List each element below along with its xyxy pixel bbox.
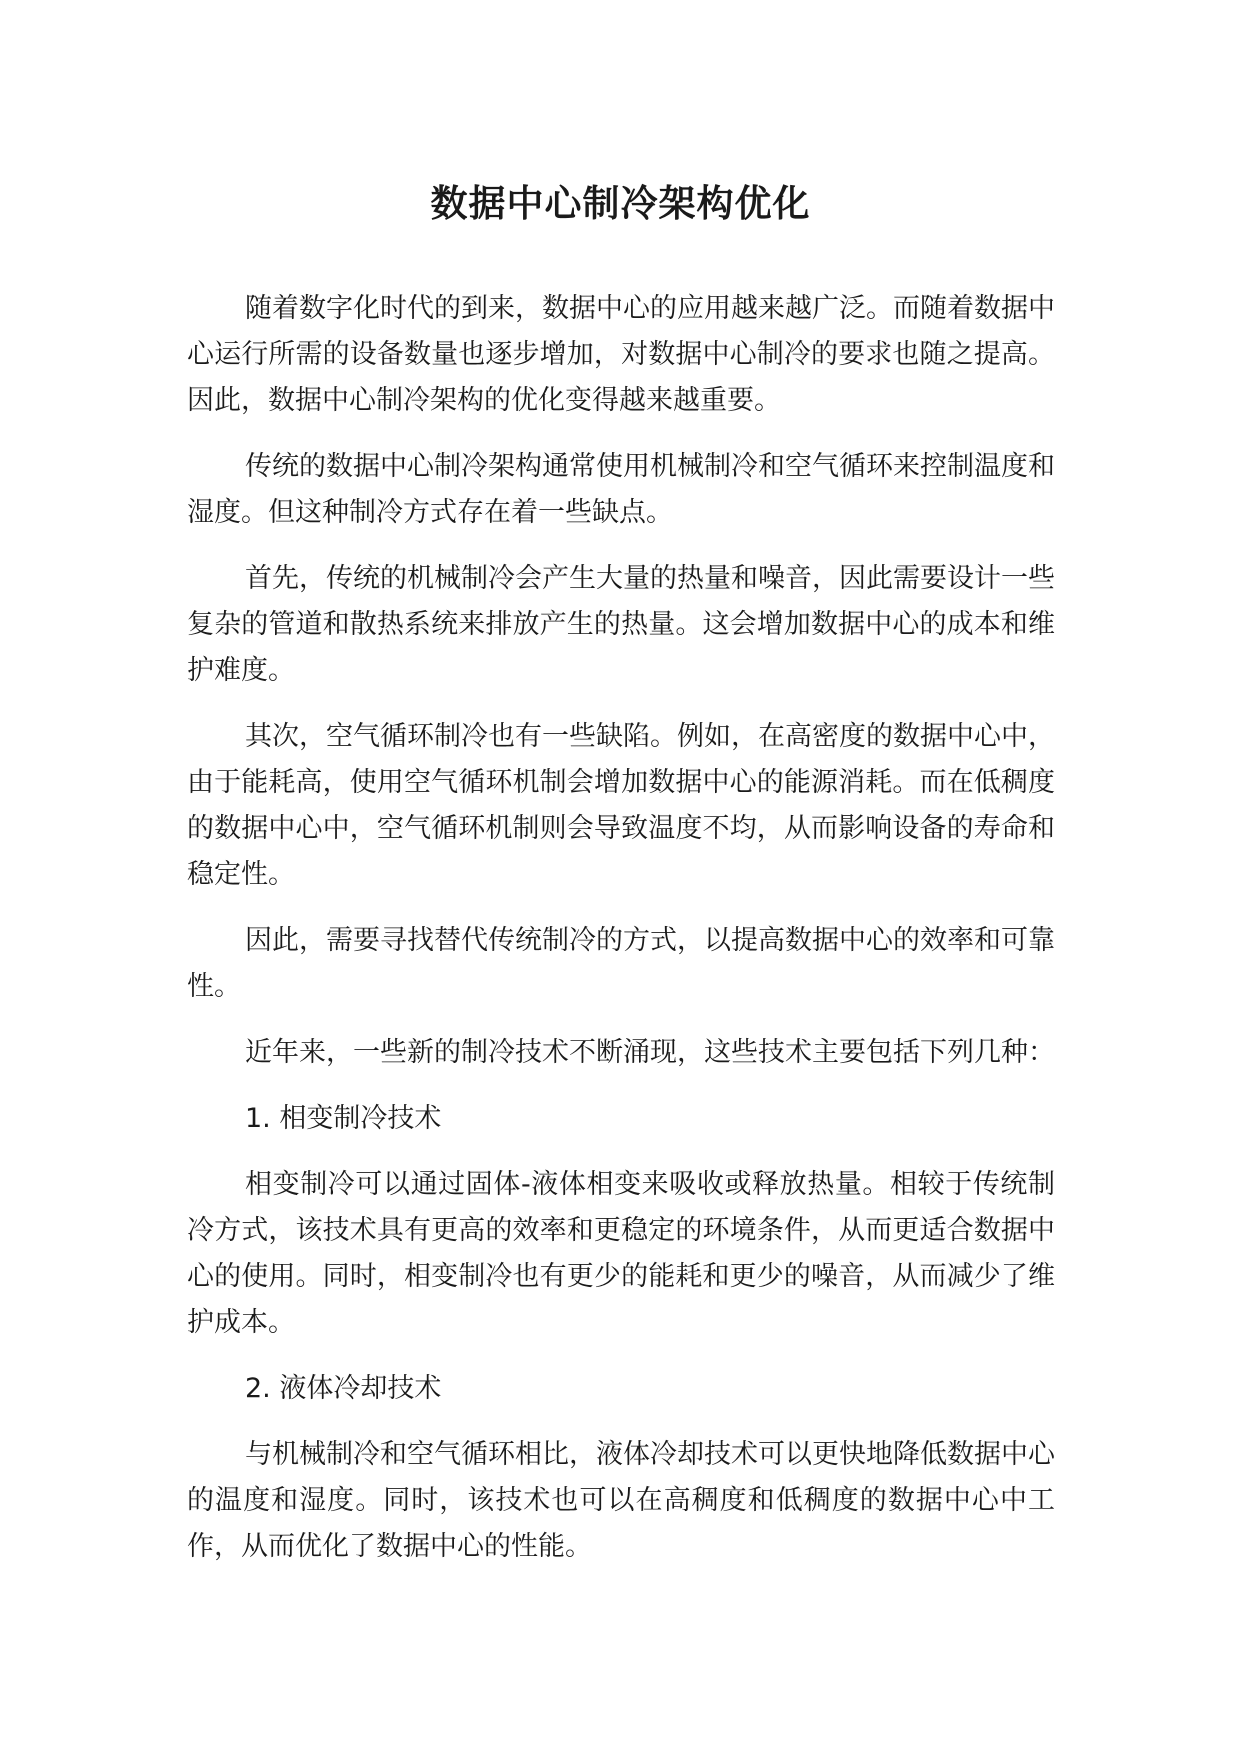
paragraph-first-drawback: 首先，传统的机械制冷会产生大量的热量和噪音，因此需要设计一些复杂的管道和散热系统来排放产生的热量。这会增加数据中心的成本和维护难度。 [187, 563, 1055, 686]
paragraph-second-drawback: 其次，空气循环制冷也有一些缺陷。例如，在高密度的数据中心中，由于能耗高，使用空气循环机制会增加数据中心的能源消耗。而在低稠度的数据中心中，空气循环机制则会导致温度不均，从而影响设备的寿命和稳定性。 [187, 721, 1055, 890]
paragraph-phase-change: 相变制冷可以通过固体-液体相变来吸收或释放热量。相较于传统制冷方式，该技术具有更高的效率和更稳定的环境条件，从而更适合数据中心的使用。同时，相变制冷也有更少的能耗和更少的噪音，从而减少了维护成本。 [187, 1169, 1055, 1338]
paragraph-liquid-cooling: 与机械制冷和空气循环相比，液体冷却技术可以更快地降低数据中心的温度和湿度。同时，该技术也可以在高稠度和低稠度的数据中心中工作，从而优化了数据中心的性能。 [187, 1439, 1055, 1562]
document-title: 数据中心制冷架构优化 [430, 182, 811, 225]
section-heading-phase-change: 1. 相变制冷技术 [245, 1103, 442, 1134]
paragraph-intro: 随着数字化时代的到来，数据中心的应用越来越广泛。而随着数据中心运行所需的设备数量也逐步增加，对数据中心制冷的要求也随之提高。因此，数据中心制冷架构的优化变得越来越重要。 [187, 293, 1055, 416]
paragraph-new-tech-intro: 近年来，一些新的制冷技术不断涌现，这些技术主要包括下列几种： [245, 1037, 1055, 1068]
document-body [187, 286, 1055, 1590]
paragraph-traditional: 传统的数据中心制冷架构通常使用机械制冷和空气循环来控制温度和湿度。但这种制冷方式存在着一些缺点。 [187, 451, 1055, 528]
paragraph-conclusion: 因此，需要寻找替代传统制冷的方式，以提高数据中心的效率和可靠性。 [187, 925, 1055, 1002]
section-heading-liquid-cooling: 2. 液体冷却技术 [245, 1373, 442, 1404]
